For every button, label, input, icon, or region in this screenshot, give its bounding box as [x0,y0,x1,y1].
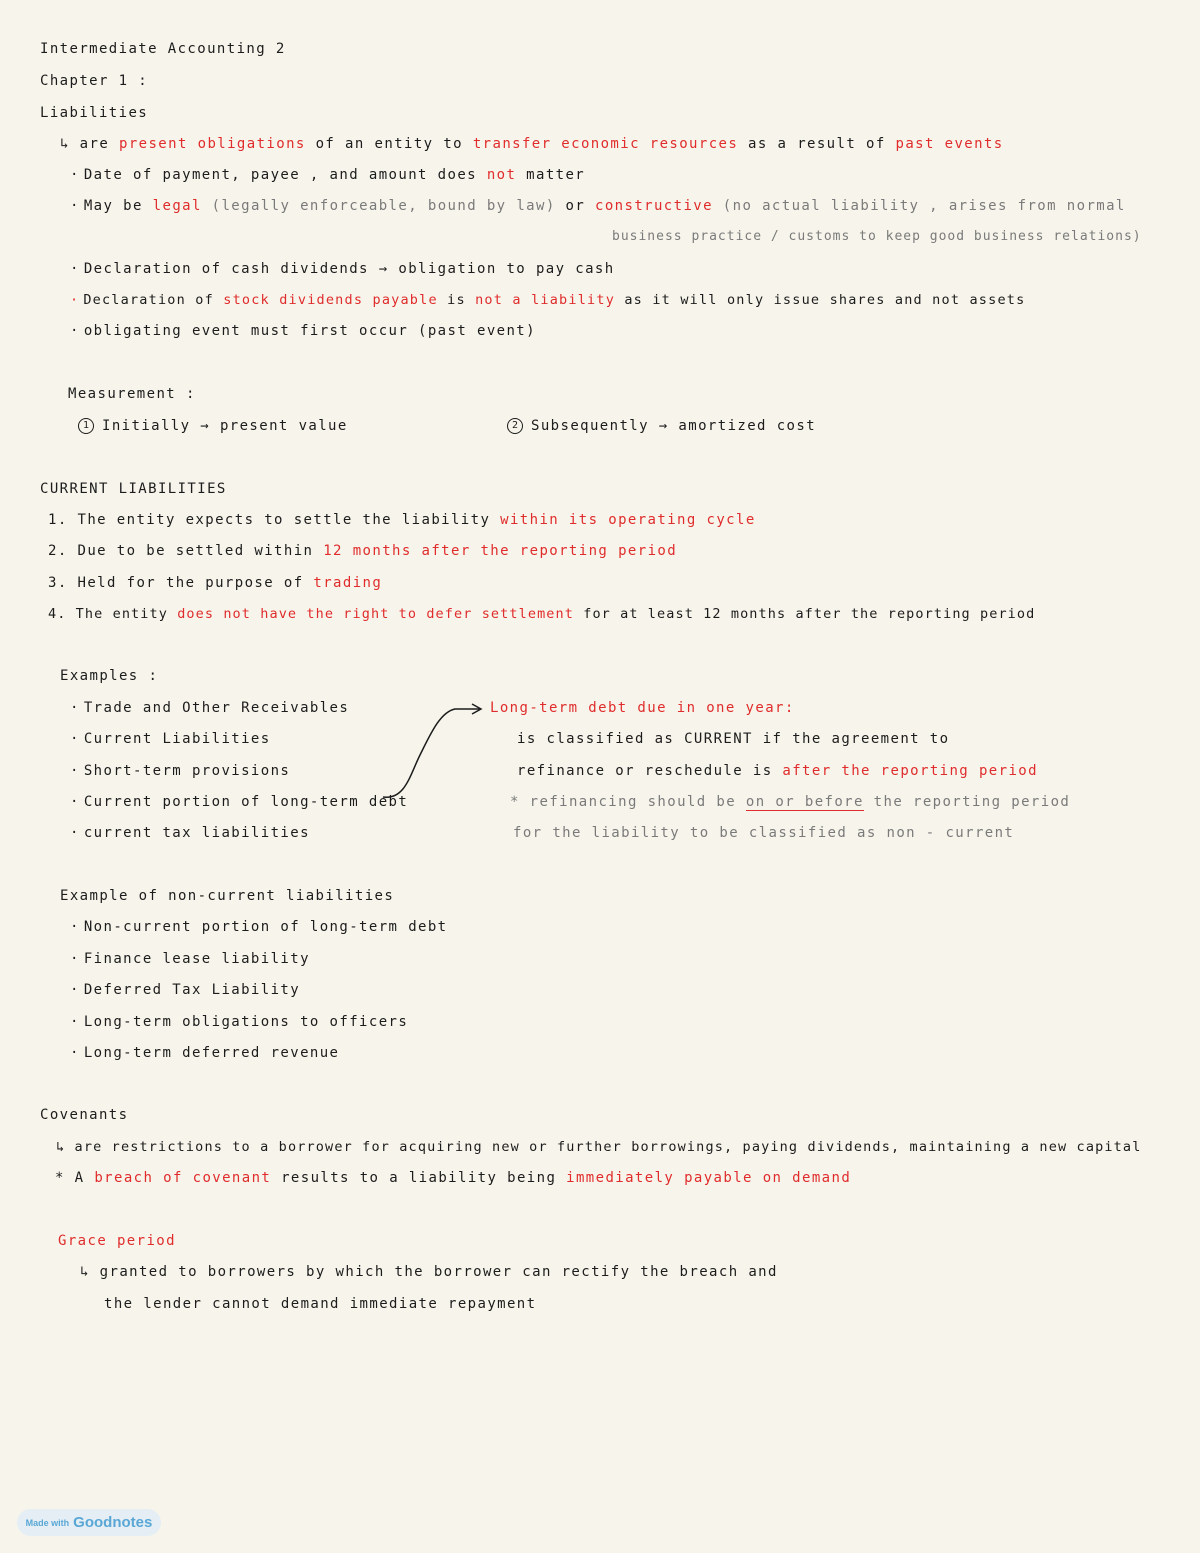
example-item: · Trade and Other Receivables [70,700,350,716]
noncurrent-item: · Long-term deferred revenue [70,1045,340,1061]
example-item: · Current portion of long-term debt [70,794,409,810]
liabilities-definition: ↳ are present obligations of an entity to transfer economic resources as a result of past events [60,136,1004,152]
note-heading: Long-term debt due in one year: [490,700,795,716]
number-circle-1: 1 [78,418,94,434]
current-liabilities-heading: CURRENT LIABILITIES [40,481,227,497]
criteria-item: 3. Held for the purpose of trading [48,575,383,591]
note-line: refinance or reschedule is after the reporting period [517,763,1038,779]
noncurrent-item: · Finance lease liability [70,951,310,967]
noncurrent-item: · Long-term obligations to officers [70,1014,409,1030]
covenants-definition: ↳ are restrictions to a borrower for acquiring new or further borrowings, paying dividends, maintaining a new capital [56,1139,1142,1155]
note-line: * refinancing should be on or before the reporting period [510,794,1071,810]
notebook-title: Intermediate Accounting 2 [40,41,286,57]
bullet-item: · Declaration of stock dividends payable is not a liability as it will only issue shares and not assets [70,292,1026,308]
measurement-subsequent: 2 Subsequently → amortized cost [507,417,816,435]
bullet-item: · Declaration of cash dividends → obligation to pay cash [70,261,615,277]
note-line: is classified as CURRENT if the agreement to [517,731,950,747]
example-item: · current tax liabilities [70,825,310,841]
goodnotes-badge[interactable]: Made with Goodnotes [17,1509,161,1536]
bullet-item: · Date of payment, payee , and amount does not matter [70,167,586,183]
criteria-item: 2. Due to be settled within 12 months after the reporting period [48,543,678,559]
covenant-breach-note: * A breach of covenant results to a liability being immediately payable on demand [55,1170,852,1186]
number-circle-2: 2 [507,418,523,434]
topic-heading: Liabilities [40,105,149,121]
noncurrent-heading: Example of non-current liabilities [60,888,395,904]
chapter-label: Chapter 1 : [40,73,149,89]
example-item: · Short-term provisions [70,763,291,779]
example-item: · Current Liabilities [70,731,271,747]
noncurrent-item: · Non-current portion of long-term debt [70,919,448,935]
grace-period-line: the lender cannot demand immediate repayment [104,1296,537,1312]
grace-period-line: ↳ granted to borrowers by which the borrower can rectify the breach and [80,1264,778,1280]
examples-heading: Examples : [60,668,159,684]
bullet-item: · May be legal (legally enforceable, bound by law) or constructive (no actual liability , arises from normal [70,198,1126,214]
criteria-item: 1. The entity expects to settle the liability within its operating cycle [48,512,756,528]
covenants-heading: Covenants [40,1107,129,1123]
bullet-item: · obligating event must first occur (past event) [70,323,536,339]
note-line: for the liability to be classified as non - current [513,825,1015,841]
bullet-continuation: business practice / customs to keep good business relations) [612,229,1142,244]
criteria-item: 4. The entity does not have the right to defer settlement for at least 12 months after the reporting period [48,606,1036,622]
grace-period-heading: Grace period [58,1233,176,1249]
measurement-heading: Measurement : [68,386,196,402]
noncurrent-item: · Deferred Tax Liability [70,982,301,998]
measurement-initial: 1 Initially → present value [78,417,348,435]
